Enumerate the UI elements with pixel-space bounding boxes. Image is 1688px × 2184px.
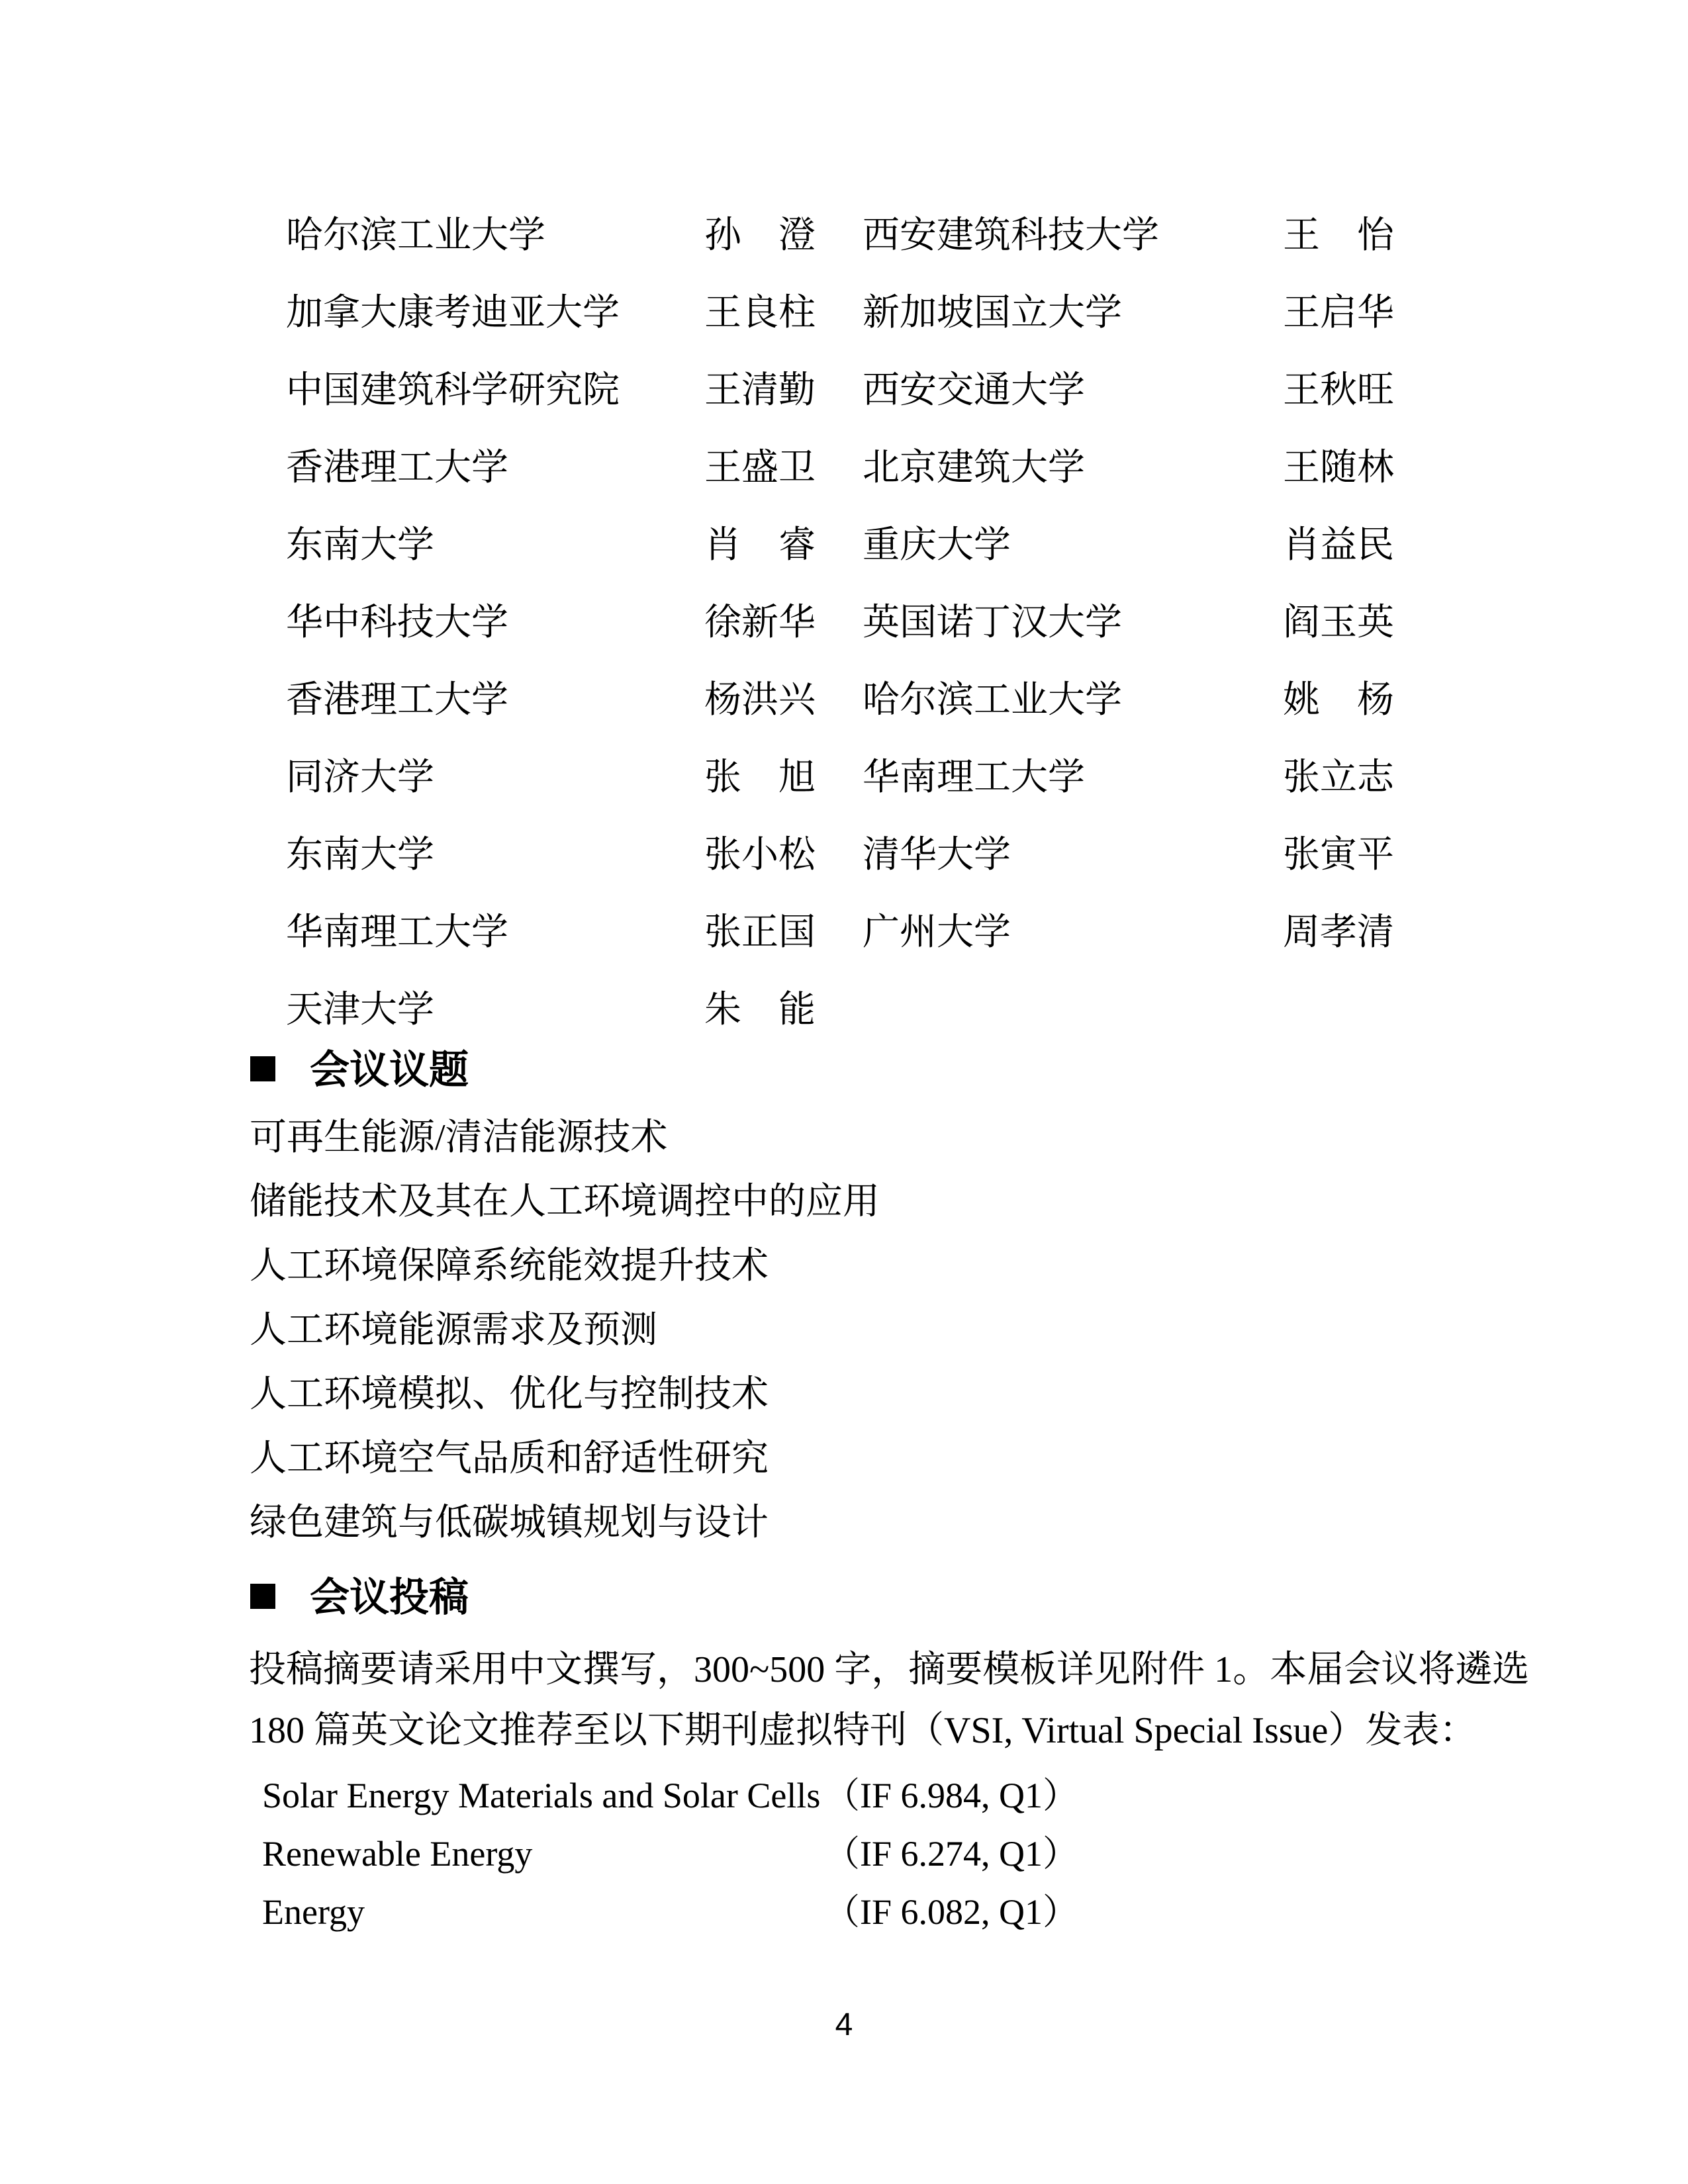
journal-name: Renewable Energy — [262, 1834, 533, 1874]
institution-left: 中国建筑科学研究院 — [286, 370, 620, 411]
member-name-right: 王 怡 — [1283, 215, 1394, 256]
topic-item: 人工环境能源需求及预测 — [250, 1310, 657, 1351]
journal-row — [0, 1883, 1688, 1941]
committee-table-row — [0, 739, 1688, 817]
journal-name: Energy — [262, 1892, 365, 1932]
member-name-left: 张小松 — [704, 835, 816, 876]
committee-table-row — [0, 817, 1688, 894]
submission-paragraph — [249, 1639, 1530, 1761]
journal-row — [0, 1825, 1688, 1883]
black-square-bullet-icon — [250, 1584, 275, 1609]
paragraph-line: 投稿摘要请采用中文撰写，300~500 字，摘要模板详见附件 1。本届会议将遴选 — [249, 1649, 1530, 1690]
institution-right: 清华大学 — [863, 835, 1011, 876]
member-name-right: 张寅平 — [1283, 835, 1394, 876]
topic-item: 储能技术及其在人工环境调控中的应用 — [250, 1181, 880, 1222]
paragraph-line: 180 篇英文论文推荐至以下期刊虚拟特刊（VSI, Virtual Special Issue）发表： — [249, 1710, 1477, 1751]
member-name-left: 孙 澄 — [704, 215, 816, 256]
topics-heading-label: 会议议题 — [310, 1048, 469, 1092]
journal-impact-factor: （IF 6.984, Q1） — [824, 1776, 1079, 1815]
journal-row — [0, 1766, 1688, 1825]
member-name-right: 王启华 — [1283, 293, 1394, 334]
committee-table-row — [0, 894, 1688, 972]
member-name-left: 王良柱 — [704, 293, 816, 334]
member-name-left: 杨洪兴 — [704, 680, 816, 721]
institution-right: 西安交通大学 — [863, 370, 1085, 411]
topic-item: 人工环境模拟、优化与控制技术 — [250, 1374, 769, 1415]
member-name-right: 张立志 — [1283, 757, 1394, 798]
member-name-left: 张正国 — [704, 912, 816, 953]
journal-impact-factor: （IF 6.274, Q1） — [824, 1834, 1079, 1874]
institution-left: 天津大学 — [286, 989, 434, 1030]
committee-table-row — [0, 972, 1688, 1049]
member-name-right: 肖益民 — [1283, 525, 1394, 566]
institution-left: 同济大学 — [286, 757, 434, 798]
topic-item: 人工环境空气品质和舒适性研究 — [250, 1438, 769, 1479]
institution-right: 哈尔滨工业大学 — [863, 680, 1122, 721]
institution-right: 重庆大学 — [863, 525, 1011, 566]
institution-left: 香港理工大学 — [286, 680, 508, 721]
institution-left: 加拿大康考迪亚大学 — [286, 293, 620, 334]
member-name-right: 王随林 — [1283, 447, 1394, 488]
journal-impact-factor: （IF 6.082, Q1） — [824, 1892, 1079, 1932]
submission-heading — [250, 1571, 469, 1624]
member-name-left: 徐新华 — [704, 602, 816, 643]
institution-right: 华南理工大学 — [863, 757, 1085, 798]
institution-left: 华南理工大学 — [286, 912, 508, 953]
institution-right: 北京建筑大学 — [863, 447, 1085, 488]
committee-table — [0, 197, 1688, 1049]
member-name-right: 周孝清 — [1283, 912, 1394, 953]
journal-name: Solar Energy Materials and Solar Cells — [262, 1776, 821, 1815]
member-name-right: 阎玉英 — [1283, 602, 1394, 643]
committee-table-row — [0, 352, 1688, 430]
black-square-bullet-icon — [250, 1056, 275, 1081]
institution-left: 香港理工大学 — [286, 447, 508, 488]
institution-left: 东南大学 — [286, 525, 434, 566]
institution-left: 华中科技大学 — [286, 602, 508, 643]
institution-left: 东南大学 — [286, 835, 434, 876]
topic-item: 可再生能源/清洁能源技术 — [250, 1117, 668, 1158]
member-name-left: 王盛卫 — [704, 447, 816, 488]
page-number: 4 — [835, 2007, 853, 2042]
member-name-left: 肖 睿 — [704, 525, 816, 566]
committee-table-row — [0, 662, 1688, 739]
committee-table-row — [0, 430, 1688, 507]
institution-right: 新加坡国立大学 — [863, 293, 1122, 334]
committee-table-row — [0, 584, 1688, 662]
institution-right: 广州大学 — [863, 912, 1011, 953]
journal-list — [0, 1766, 1688, 1941]
member-name-right: 姚 杨 — [1283, 680, 1394, 721]
institution-right: 英国诺丁汉大学 — [863, 602, 1122, 643]
topics-list — [250, 1106, 1489, 1555]
topic-item: 人工环境保障系统能效提升技术 — [250, 1246, 769, 1287]
member-name-left: 王清勤 — [704, 370, 816, 411]
committee-table-row — [0, 507, 1688, 584]
member-name-left: 朱 能 — [704, 989, 816, 1030]
member-name-right: 王秋旺 — [1283, 370, 1394, 411]
topic-item: 绿色建筑与低碳城镇规划与设计 — [250, 1502, 769, 1543]
submission-heading-label: 会议投稿 — [310, 1575, 469, 1619]
committee-table-row — [0, 197, 1688, 275]
committee-table-row — [0, 275, 1688, 352]
topics-heading — [250, 1044, 469, 1097]
member-name-left: 张 旭 — [704, 757, 816, 798]
institution-right: 西安建筑科技大学 — [863, 215, 1159, 256]
institution-left: 哈尔滨工业大学 — [286, 215, 545, 256]
